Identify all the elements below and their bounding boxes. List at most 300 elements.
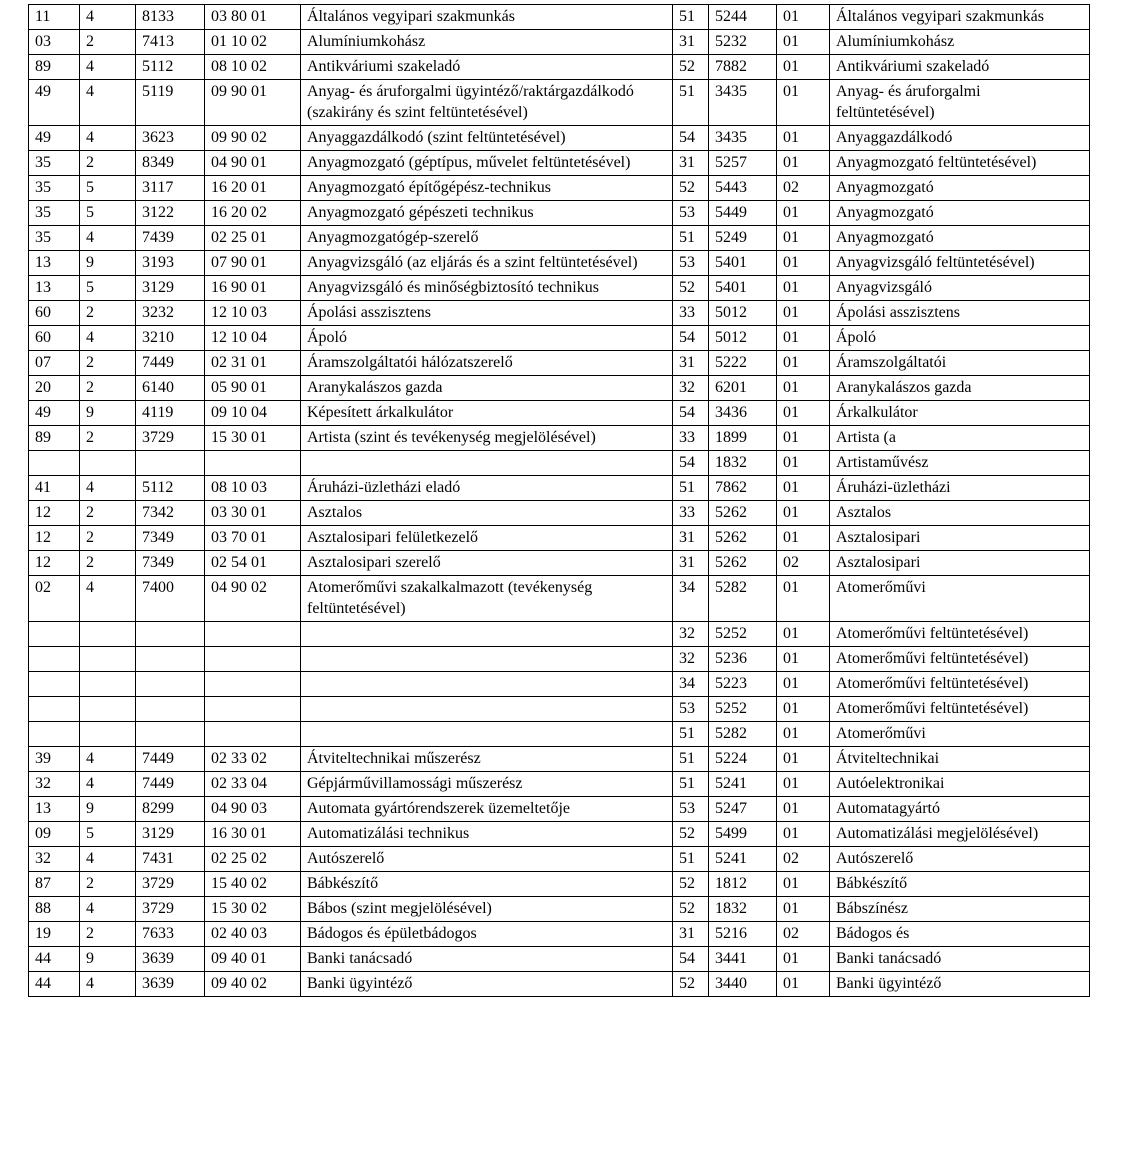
cell-code-e: 5257 [709,151,777,176]
cell-code-c: 7449 [136,351,205,376]
cell-code-c: 3639 [136,947,205,972]
cell-code-d: 02 33 02 [205,747,301,772]
cell-code-b: 2 [80,922,136,947]
cell-level: 51 [673,747,709,772]
cell-code-d: 15 30 01 [205,426,301,451]
cell-code-f: 01 [777,622,830,647]
cell-code-f: 01 [777,276,830,301]
cell-new-name: Anyagmozgató feltüntetésével) [830,151,1090,176]
cell-new-name: Anyagvizsgáló [830,276,1090,301]
cell-code-d: 08 10 02 [205,55,301,80]
table-row [29,872,1090,897]
occupation-code-table [28,4,1090,997]
cell-level: 31 [673,551,709,576]
cell-code-e: 1832 [709,897,777,922]
cell-code-c: 7431 [136,847,205,872]
table-row [29,897,1090,922]
cell-level: 51 [673,772,709,797]
cell-old-name: Képesített árkalkulátor [301,401,673,426]
cell-code-e: 5443 [709,176,777,201]
table-row [29,476,1090,501]
cell-new-name: Autószerelő [830,847,1090,872]
cell-code-b: 2 [80,376,136,401]
table-row [29,55,1090,80]
cell-level: 52 [673,972,709,997]
cell-code-f: 01 [777,55,830,80]
cell-level: 32 [673,622,709,647]
cell-code-e: 5232 [709,30,777,55]
cell-old-name: Alumíniumkohász [301,30,673,55]
cell-code-a: 03 [29,30,80,55]
cell-code-d: 01 10 02 [205,30,301,55]
document-sheet [28,4,1128,997]
cell-old-name: Banki tanácsadó [301,947,673,972]
cell-code-d: 02 25 01 [205,226,301,251]
cell-code-e: 3435 [709,126,777,151]
cell-new-name: Ápolási asszisztens [830,301,1090,326]
table-row [29,822,1090,847]
cell-code-f: 01 [777,872,830,897]
cell-code-f: 01 [777,401,830,426]
cell-new-name: Antikváriumi szakeladó [830,55,1090,80]
table-row [29,672,1090,697]
table-row [29,551,1090,576]
cell-code-c: 3129 [136,822,205,847]
cell-new-name: Általános vegyipari szakmunkás [830,5,1090,30]
cell-code-d: 02 54 01 [205,551,301,576]
cell-level: 54 [673,451,709,476]
cell-old-name [301,672,673,697]
cell-old-name: Áruházi-üzletházi eladó [301,476,673,501]
cell-code-b: 9 [80,797,136,822]
cell-code-d: 16 20 01 [205,176,301,201]
cell-code-e: 5401 [709,251,777,276]
cell-level: 51 [673,226,709,251]
cell-code-c: 7349 [136,526,205,551]
cell-code-b: 5 [80,276,136,301]
cell-old-name: Automatizálási technikus [301,822,673,847]
cell-code-a: 12 [29,526,80,551]
cell-code-d: 05 90 01 [205,376,301,401]
cell-code-b: 5 [80,201,136,226]
cell-new-name: Anyagvizsgáló feltüntetésével) [830,251,1090,276]
table-row [29,922,1090,947]
cell-old-name [301,647,673,672]
cell-level: 53 [673,251,709,276]
cell-code-b [80,697,136,722]
cell-new-name: Atomerőművi [830,722,1090,747]
cell-code-c [136,672,205,697]
cell-code-a: 89 [29,55,80,80]
cell-code-e: 5012 [709,301,777,326]
cell-code-e: 3435 [709,80,777,126]
cell-code-e: 5252 [709,697,777,722]
cell-code-f: 02 [777,176,830,201]
cell-old-name: Átviteltechnikai műszerész [301,747,673,772]
cell-old-name: Anyagmozgatógép-szerelő [301,226,673,251]
cell-code-d [205,672,301,697]
cell-code-d: 07 90 01 [205,251,301,276]
cell-code-f: 01 [777,376,830,401]
table-row [29,201,1090,226]
cell-code-d: 02 25 02 [205,847,301,872]
cell-code-d: 15 30 02 [205,897,301,922]
cell-code-c: 8349 [136,151,205,176]
cell-code-f: 01 [777,972,830,997]
cell-old-name: Anyagmozgató gépészeti technikus [301,201,673,226]
cell-new-name: Anyagmozgató [830,176,1090,201]
cell-level: 32 [673,376,709,401]
cell-old-name: Anyagvizsgáló (az eljárás és a szint feltüntetésével) [301,251,673,276]
cell-old-name: Autószerelő [301,847,673,872]
cell-code-d: 12 10 03 [205,301,301,326]
cell-code-d: 04 90 02 [205,576,301,622]
cell-code-f: 01 [777,451,830,476]
cell-code-c: 3729 [136,872,205,897]
cell-old-name: Anyagvizsgáló és minőségbiztosító technikus [301,276,673,301]
cell-code-a [29,647,80,672]
cell-code-e: 5222 [709,351,777,376]
cell-level: 34 [673,672,709,697]
table-row [29,5,1090,30]
cell-code-a [29,672,80,697]
cell-code-d [205,647,301,672]
cell-old-name: Banki ügyintéző [301,972,673,997]
cell-code-c: 7349 [136,551,205,576]
cell-code-f: 01 [777,476,830,501]
table-row [29,351,1090,376]
table-row [29,301,1090,326]
cell-code-c: 3729 [136,897,205,922]
cell-code-e: 5252 [709,622,777,647]
cell-code-e: 5262 [709,526,777,551]
cell-old-name: Atomerőművi szakalkalmazott (tevékenység feltüntetésével) [301,576,673,622]
cell-code-b: 4 [80,476,136,501]
cell-code-d: 02 33 04 [205,772,301,797]
cell-code-c: 7342 [136,501,205,526]
cell-new-name: Bábkészítő [830,872,1090,897]
cell-code-b: 5 [80,822,136,847]
cell-code-e: 1899 [709,426,777,451]
cell-code-b: 9 [80,251,136,276]
cell-code-d: 09 40 02 [205,972,301,997]
table-row [29,847,1090,872]
cell-code-d [205,451,301,476]
cell-code-a [29,451,80,476]
cell-code-a: 89 [29,426,80,451]
cell-code-d: 09 40 01 [205,947,301,972]
cell-code-f: 01 [777,797,830,822]
cell-code-c: 3129 [136,276,205,301]
cell-code-b [80,622,136,647]
cell-code-b: 4 [80,326,136,351]
cell-new-name: Aranykalászos gazda [830,376,1090,401]
cell-code-a: 32 [29,772,80,797]
table-row [29,251,1090,276]
cell-code-b: 4 [80,576,136,622]
cell-code-c [136,451,205,476]
cell-code-c: 8133 [136,5,205,30]
cell-code-a: 60 [29,301,80,326]
cell-new-name: Anyagmozgató [830,201,1090,226]
cell-code-c: 7449 [136,772,205,797]
cell-code-e: 5012 [709,326,777,351]
cell-code-a: 39 [29,747,80,772]
cell-code-e: 5249 [709,226,777,251]
cell-code-f: 01 [777,772,830,797]
cell-code-f: 01 [777,722,830,747]
cell-new-name: Bábszínész [830,897,1090,922]
cell-code-f: 01 [777,576,830,622]
cell-code-f: 01 [777,697,830,722]
cell-level: 51 [673,847,709,872]
cell-code-d: 12 10 04 [205,326,301,351]
cell-code-d [205,697,301,722]
cell-code-b: 2 [80,426,136,451]
cell-new-name: Anyaggazdálkodó [830,126,1090,151]
cell-code-a: 32 [29,847,80,872]
cell-code-b: 2 [80,526,136,551]
cell-level: 33 [673,426,709,451]
cell-old-name: Anyaggazdálkodó (szint feltüntetésével) [301,126,673,151]
cell-code-b: 5 [80,176,136,201]
cell-code-e: 7882 [709,55,777,80]
cell-level: 53 [673,697,709,722]
cell-code-f: 01 [777,501,830,526]
table-body [29,5,1090,997]
table-row [29,747,1090,772]
cell-code-e: 5216 [709,922,777,947]
cell-code-e: 5241 [709,772,777,797]
cell-code-a: 35 [29,151,80,176]
cell-code-f: 01 [777,526,830,551]
cell-code-c: 8299 [136,797,205,822]
cell-old-name: Automata gyártórendszerek üzemeltetője [301,797,673,822]
cell-code-c: 6140 [136,376,205,401]
cell-level: 52 [673,55,709,80]
cell-code-d: 02 40 03 [205,922,301,947]
cell-code-c: 5112 [136,476,205,501]
cell-code-e: 5449 [709,201,777,226]
cell-code-c: 3639 [136,972,205,997]
cell-code-b: 2 [80,351,136,376]
cell-code-c [136,697,205,722]
table-row [29,797,1090,822]
cell-code-a: 49 [29,401,80,426]
cell-code-f: 01 [777,80,830,126]
cell-code-f: 01 [777,747,830,772]
cell-code-f: 01 [777,251,830,276]
cell-level: 54 [673,326,709,351]
cell-new-name: Árkalkulátor [830,401,1090,426]
table-row [29,451,1090,476]
cell-code-a: 41 [29,476,80,501]
cell-code-a: 49 [29,80,80,126]
cell-new-name: Anyagmozgató [830,226,1090,251]
cell-code-e: 7862 [709,476,777,501]
cell-code-a: 88 [29,897,80,922]
cell-code-f: 02 [777,847,830,872]
cell-level: 51 [673,722,709,747]
cell-code-a: 35 [29,201,80,226]
cell-old-name: Gépjárművillamossági műszerész [301,772,673,797]
cell-new-name: Atomerőművi feltüntetésével) [830,622,1090,647]
cell-code-e: 5262 [709,551,777,576]
cell-code-a: 02 [29,576,80,622]
cell-new-name: Atomerőművi feltüntetésével) [830,672,1090,697]
cell-code-a: 13 [29,251,80,276]
cell-code-e: 5282 [709,576,777,622]
cell-code-d: 02 31 01 [205,351,301,376]
cell-code-e: 5224 [709,747,777,772]
cell-code-d [205,622,301,647]
cell-level: 54 [673,401,709,426]
cell-code-e: 5244 [709,5,777,30]
cell-old-name: Ápolási asszisztens [301,301,673,326]
cell-code-a: 19 [29,922,80,947]
cell-code-c: 5112 [136,55,205,80]
cell-old-name [301,722,673,747]
cell-code-d: 03 30 01 [205,501,301,526]
cell-code-b: 2 [80,30,136,55]
cell-code-d: 03 70 01 [205,526,301,551]
cell-code-e: 5499 [709,822,777,847]
cell-new-name: Anyag- és áruforgalmi feltüntetésével) [830,80,1090,126]
cell-code-b: 9 [80,947,136,972]
table-row [29,501,1090,526]
cell-old-name [301,451,673,476]
cell-level: 51 [673,5,709,30]
table-row [29,376,1090,401]
cell-code-b [80,672,136,697]
cell-code-d: 15 40 02 [205,872,301,897]
cell-level: 52 [673,276,709,301]
cell-code-c [136,622,205,647]
cell-code-d: 03 80 01 [205,5,301,30]
cell-new-name: Artistaművész [830,451,1090,476]
cell-code-f: 01 [777,226,830,251]
cell-code-c [136,647,205,672]
cell-new-name: Áruházi-üzletházi [830,476,1090,501]
cell-code-e: 6201 [709,376,777,401]
cell-code-b: 4 [80,5,136,30]
cell-code-e: 5262 [709,501,777,526]
cell-code-d: 09 90 02 [205,126,301,151]
table-row [29,326,1090,351]
cell-code-d: 08 10 03 [205,476,301,501]
cell-old-name: Anyagmozgató építőgépész-technikus [301,176,673,201]
cell-code-d: 09 90 01 [205,80,301,126]
table-row [29,576,1090,622]
cell-code-d [205,722,301,747]
cell-code-b: 4 [80,80,136,126]
cell-code-f: 01 [777,201,830,226]
cell-level: 52 [673,822,709,847]
cell-code-a [29,722,80,747]
cell-code-d: 16 30 01 [205,822,301,847]
cell-code-a: 60 [29,326,80,351]
cell-code-e: 5401 [709,276,777,301]
cell-level: 51 [673,476,709,501]
cell-code-b: 4 [80,55,136,80]
cell-code-d: 04 90 01 [205,151,301,176]
cell-new-name: Áramszolgáltatói [830,351,1090,376]
cell-code-b: 2 [80,551,136,576]
cell-code-c: 3232 [136,301,205,326]
cell-level: 53 [673,797,709,822]
cell-code-d: 09 10 04 [205,401,301,426]
table-row [29,276,1090,301]
cell-code-c: 7439 [136,226,205,251]
cell-code-f: 01 [777,301,830,326]
cell-code-a [29,697,80,722]
table-row [29,697,1090,722]
cell-code-a: 35 [29,226,80,251]
cell-code-e: 3441 [709,947,777,972]
cell-code-c: 3117 [136,176,205,201]
cell-code-b: 4 [80,772,136,797]
cell-code-f: 01 [777,822,830,847]
table-row [29,126,1090,151]
cell-code-f: 01 [777,5,830,30]
cell-level: 54 [673,126,709,151]
table-row [29,947,1090,972]
cell-code-a: 11 [29,5,80,30]
cell-code-b: 4 [80,226,136,251]
cell-code-d: 16 20 02 [205,201,301,226]
cell-code-e: 1812 [709,872,777,897]
cell-level: 51 [673,80,709,126]
cell-old-name: Általános vegyipari szakmunkás [301,5,673,30]
cell-code-d: 04 90 03 [205,797,301,822]
cell-old-name [301,697,673,722]
cell-code-a: 20 [29,376,80,401]
cell-old-name: Bábos (szint megjelölésével) [301,897,673,922]
cell-old-name: Ápoló [301,326,673,351]
cell-new-name: Automatagyártó [830,797,1090,822]
cell-code-b: 4 [80,126,136,151]
cell-old-name: Bádogos és épületbádogos [301,922,673,947]
cell-code-c: 7633 [136,922,205,947]
cell-code-e: 5241 [709,847,777,872]
cell-code-f: 02 [777,922,830,947]
cell-level: 31 [673,526,709,551]
cell-level: 31 [673,151,709,176]
cell-code-f: 01 [777,647,830,672]
cell-level: 33 [673,501,709,526]
cell-new-name: Átviteltechnikai [830,747,1090,772]
table-row [29,526,1090,551]
cell-code-b [80,722,136,747]
cell-level: 52 [673,897,709,922]
cell-old-name [301,622,673,647]
cell-old-name: Asztalos [301,501,673,526]
cell-new-name: Alumíniumkohász [830,30,1090,55]
cell-code-e: 3440 [709,972,777,997]
cell-old-name: Bábkészítő [301,872,673,897]
table-row [29,722,1090,747]
table-row [29,151,1090,176]
cell-code-a: 09 [29,822,80,847]
cell-level: 31 [673,922,709,947]
cell-code-d: 16 90 01 [205,276,301,301]
cell-code-c: 7449 [136,747,205,772]
cell-code-e: 5247 [709,797,777,822]
cell-code-b: 4 [80,847,136,872]
cell-level: 33 [673,301,709,326]
cell-level: 52 [673,872,709,897]
cell-new-name: Banki tanácsadó [830,947,1090,972]
